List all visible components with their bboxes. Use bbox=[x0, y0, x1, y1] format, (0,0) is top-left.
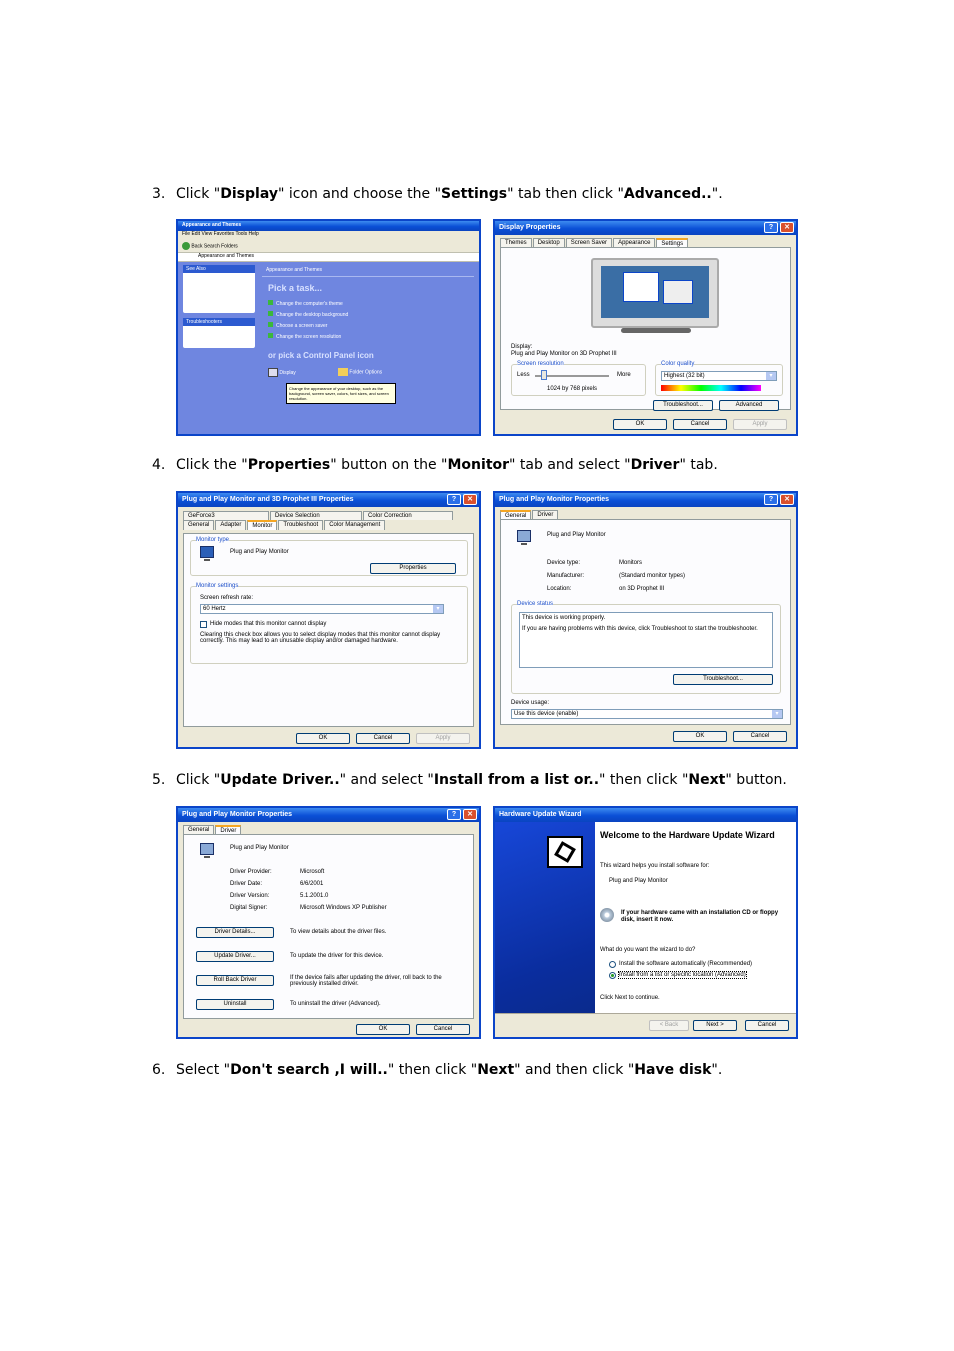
device-usage-select[interactable]: Use this device (enable) ▾ bbox=[511, 709, 783, 719]
uninstall-button[interactable]: Uninstall bbox=[196, 999, 274, 1010]
driver-provider-value: Microsoft bbox=[300, 869, 325, 875]
task-item[interactable]: Change the desktop background bbox=[268, 310, 348, 321]
device-usage-label: Device usage: bbox=[511, 700, 550, 706]
chevron-down-icon: ▾ bbox=[772, 710, 782, 718]
radio-auto[interactable] bbox=[609, 961, 616, 968]
tab-screen-saver[interactable]: Screen Saver bbox=[566, 238, 612, 248]
cancel-button[interactable]: Cancel bbox=[733, 731, 787, 742]
wizard-side-banner bbox=[495, 822, 595, 1022]
display-label: Display: bbox=[511, 344, 533, 350]
tab-desktop[interactable]: Desktop bbox=[533, 238, 565, 248]
color-quality-label: Color quality bbox=[661, 361, 695, 367]
monitor-settings-label: Monitor settings bbox=[196, 583, 239, 589]
troubleshooters-box[interactable]: Troubleshooters bbox=[183, 318, 255, 348]
chevron-down-icon: ▾ bbox=[433, 605, 443, 613]
display-tooltip: Change the appearance of your desktop, such as the background, screen saver, colors, font sizes, and screen resolution. bbox=[286, 383, 396, 404]
tab-troubleshoot[interactable]: Troubleshoot bbox=[278, 520, 323, 530]
monitor-properties-titlebar: Plug and Play Monitor and 3D Prophet III Properties ? ✕ bbox=[178, 493, 479, 507]
roll-back-desc: If the device fails after updating the driver, roll back to the previously installed driver. bbox=[290, 975, 442, 987]
wizard-question: What do you want the wizard to do? bbox=[600, 947, 696, 953]
resolution-value: 1024 by 768 pixels bbox=[547, 386, 598, 392]
hide-modes-checkbox[interactable] bbox=[200, 621, 207, 628]
control-panel-window bbox=[176, 219, 481, 436]
control-panel-titlebar: Appearance and Themes bbox=[178, 221, 479, 231]
driver-date-key: Driver Date: bbox=[230, 881, 263, 887]
help-icon[interactable]: ? bbox=[764, 494, 778, 505]
device-status-label: Device status bbox=[517, 601, 554, 607]
pick-task-heading: Pick a task... bbox=[268, 283, 323, 293]
device-type-key: Device type: bbox=[547, 560, 581, 566]
close-icon[interactable]: ✕ bbox=[463, 494, 477, 505]
tab-general[interactable]: General bbox=[183, 825, 214, 835]
radio-list-label: Install from a list or specific location (Advanced) bbox=[619, 972, 746, 978]
driver-version-key: Driver Version: bbox=[230, 893, 270, 899]
general-panel bbox=[500, 519, 791, 725]
driver-details-button[interactable]: Driver Details... bbox=[196, 927, 274, 938]
more-label: More bbox=[617, 372, 631, 378]
monitor-type-value: Plug and Play Monitor bbox=[230, 549, 289, 555]
location-key: Location: bbox=[547, 586, 572, 592]
apply-button[interactable]: Apply bbox=[733, 419, 787, 430]
tab-settings[interactable]: Settings bbox=[656, 238, 688, 248]
cancel-button[interactable]: Cancel bbox=[745, 1020, 789, 1031]
apply-button[interactable]: Apply bbox=[416, 733, 470, 744]
close-icon[interactable]: ✕ bbox=[780, 222, 794, 233]
help-icon[interactable]: ? bbox=[447, 809, 461, 820]
wizard-cd-note: If your hardware came with an installation CD or floppy disk, insert it now. bbox=[621, 910, 779, 923]
wizard-intro: This wizard helps you install software for: bbox=[600, 863, 710, 869]
monitor-icon bbox=[200, 546, 214, 558]
tab-color-correction[interactable]: Color Correction bbox=[363, 511, 453, 520]
tab-general[interactable]: General bbox=[500, 510, 531, 520]
chevron-down-icon: ▾ bbox=[766, 372, 776, 380]
monitor-preview bbox=[591, 258, 719, 328]
menu-bar[interactable]: File Edit View Favorites Tools Help bbox=[178, 231, 479, 239]
less-label: Less bbox=[517, 372, 530, 378]
display-icon bbox=[268, 368, 278, 377]
help-icon[interactable]: ? bbox=[764, 222, 778, 233]
folder-options-link[interactable]: Folder Options bbox=[338, 368, 382, 376]
see-also-box[interactable]: See Also bbox=[183, 265, 255, 313]
device-name: Plug and Play Monitor bbox=[230, 845, 289, 851]
step-3-instruction: 3. Click "Display" icon and choose the "Settings" tab then click "Advanced..". bbox=[152, 186, 723, 202]
display-icon-link[interactable]: Display bbox=[268, 368, 296, 377]
device-type-value: Monitors bbox=[619, 560, 643, 566]
update-driver-button[interactable]: Update Driver... bbox=[196, 951, 274, 962]
device-name: Plug and Play Monitor bbox=[547, 532, 606, 538]
toolbar: Back Search Folders bbox=[178, 239, 479, 253]
tab-themes[interactable]: Themes bbox=[500, 238, 532, 248]
close-icon[interactable]: ✕ bbox=[780, 494, 794, 505]
wizard-heading: Welcome to the Hardware Update Wizard bbox=[600, 830, 775, 840]
tab-monitor[interactable]: Monitor bbox=[247, 520, 277, 530]
back-icon[interactable] bbox=[182, 242, 190, 250]
hide-modes-note: Clearing this check box allows you to select display modes that this monitor cannot display correctly. This may lead to an unusable display and/or damaged hardware. bbox=[200, 632, 441, 644]
folder-icon bbox=[338, 368, 348, 376]
color-spectrum-bar bbox=[661, 385, 761, 391]
driver-provider-key: Driver Provider: bbox=[230, 869, 272, 875]
resolution-slider-thumb[interactable] bbox=[541, 370, 547, 380]
digital-signer-key: Digital Signer: bbox=[230, 905, 268, 911]
driver-version-value: 5.1.2001.0 bbox=[300, 893, 329, 899]
monitor-icon bbox=[517, 530, 531, 542]
driver-date-value: 6/6/2001 bbox=[300, 881, 324, 887]
display-properties-titlebar: Display Properties ? ✕ bbox=[495, 221, 796, 235]
step-4-instruction: 4. Click the "Properties" button on the "Monitor" tab and select "Driver" tab. bbox=[152, 457, 718, 473]
category-header: Appearance and Themes bbox=[262, 265, 474, 277]
troubleshoot-button[interactable]: Troubleshoot... bbox=[673, 674, 773, 685]
hardware-wizard-icon bbox=[547, 836, 583, 868]
adapter-tabs-row2 bbox=[178, 520, 479, 530]
help-icon[interactable]: ? bbox=[447, 494, 461, 505]
ok-button[interactable]: OK bbox=[356, 1024, 410, 1035]
properties-button[interactable]: Properties bbox=[370, 563, 456, 574]
wizard-device: Plug and Play Monitor bbox=[609, 878, 668, 884]
driver-properties-window bbox=[176, 806, 481, 1039]
radio-auto-label: Install the software automatically (Recommended) bbox=[619, 961, 753, 967]
ok-button[interactable]: OK bbox=[673, 731, 727, 742]
task-item[interactable]: Change the screen resolution bbox=[268, 332, 348, 343]
tab-color-management[interactable]: Color Management bbox=[324, 520, 385, 530]
wizard-titlebar: Hardware Update Wizard bbox=[495, 808, 796, 822]
hide-modes-label: Hide modes that this monitor cannot display bbox=[210, 621, 327, 627]
tab-driver[interactable]: Driver bbox=[532, 510, 558, 520]
troubleshoot-button[interactable]: Troubleshoot... bbox=[653, 400, 713, 411]
manufacturer-key: Manufacturer: bbox=[547, 573, 585, 579]
tab-geforce3[interactable]: GeForce3 bbox=[183, 511, 269, 520]
manufacturer-value: (Standard monitor types) bbox=[619, 573, 686, 579]
tab-appearance[interactable]: Appearance bbox=[613, 238, 655, 248]
settings-panel bbox=[500, 247, 791, 410]
task-item[interactable]: Change the computer's theme bbox=[268, 299, 348, 310]
ok-button[interactable]: OK bbox=[613, 419, 667, 430]
cancel-button[interactable]: Cancel bbox=[356, 733, 410, 744]
adapter-tabs-row1 bbox=[178, 507, 479, 520]
location-value: on 3D Prophet III bbox=[619, 586, 665, 592]
next-button[interactable]: Next > bbox=[693, 1020, 737, 1031]
pnp-monitor-properties-window bbox=[493, 491, 798, 749]
radio-list[interactable] bbox=[609, 972, 616, 979]
task-pane bbox=[183, 265, 255, 433]
driver-details-desc: To view details about the driver files. bbox=[290, 929, 387, 935]
driver-properties-titlebar: Plug and Play Monitor Properties ? ✕ bbox=[178, 808, 479, 822]
display-properties-window bbox=[493, 219, 798, 436]
display-value: Plug and Play Monitor on 3D Prophet III bbox=[511, 351, 617, 357]
color-quality-select[interactable]: Highest (32 bit) ▾ bbox=[661, 371, 777, 381]
refresh-rate-select[interactable]: 60 Hertz ▾ bbox=[200, 604, 444, 614]
task-list bbox=[268, 299, 348, 343]
roll-back-driver-button[interactable]: Roll Back Driver bbox=[196, 975, 274, 986]
monitor-type-label: Monitor type bbox=[196, 537, 230, 543]
uninstall-desc: To uninstall the driver (Advanced). bbox=[290, 1001, 381, 1007]
advanced-button[interactable]: Advanced bbox=[719, 400, 779, 411]
cancel-button[interactable]: Cancel bbox=[416, 1024, 470, 1035]
monitor-icon bbox=[200, 843, 214, 855]
tab-device-selection[interactable]: Device Selection bbox=[270, 511, 362, 520]
driver-panel bbox=[183, 834, 474, 1019]
ok-button[interactable]: OK bbox=[296, 733, 350, 744]
task-item[interactable]: Choose a screen saver bbox=[268, 321, 348, 332]
close-icon[interactable]: ✕ bbox=[463, 809, 477, 820]
monitor-panel bbox=[183, 533, 474, 727]
cancel-button[interactable]: Cancel bbox=[673, 419, 727, 430]
cd-icon bbox=[600, 908, 614, 922]
tab-driver[interactable]: Driver bbox=[215, 825, 241, 835]
back-button[interactable]: < Back bbox=[649, 1020, 689, 1031]
monitor-properties-window bbox=[176, 491, 481, 749]
tab-general[interactable]: General bbox=[183, 520, 214, 530]
update-driver-desc: To update the driver for this device. bbox=[290, 953, 384, 959]
wizard-continue: Click Next to continue. bbox=[600, 995, 660, 1001]
step-5-instruction: 5. Click "Update Driver.." and select "Install from a list or.." then click "Next" button. bbox=[152, 772, 787, 788]
pnp-monitor-titlebar: Plug and Play Monitor Properties ? ✕ bbox=[495, 493, 796, 507]
hardware-update-wizard-window bbox=[493, 806, 798, 1039]
or-pick-icon-heading: or pick a Control Panel icon bbox=[268, 351, 374, 360]
screen-resolution-label: Screen resolution bbox=[517, 361, 564, 367]
monitor-stand bbox=[621, 328, 691, 333]
refresh-rate-label: Screen refresh rate: bbox=[200, 595, 254, 601]
digital-signer-value: Microsoft Windows XP Publisher bbox=[300, 905, 387, 911]
step-6-instruction: 6. Select "Don't search ,I will.." then click "Next" and then click "Have disk". bbox=[152, 1062, 723, 1078]
address-bar[interactable]: Appearance and Themes bbox=[178, 253, 479, 262]
tab-adapter[interactable]: Adapter bbox=[215, 520, 246, 530]
device-status-box: This device is working properly. If you are having problems with this device, click Troubleshoot to start the troubleshooter. bbox=[519, 612, 773, 668]
